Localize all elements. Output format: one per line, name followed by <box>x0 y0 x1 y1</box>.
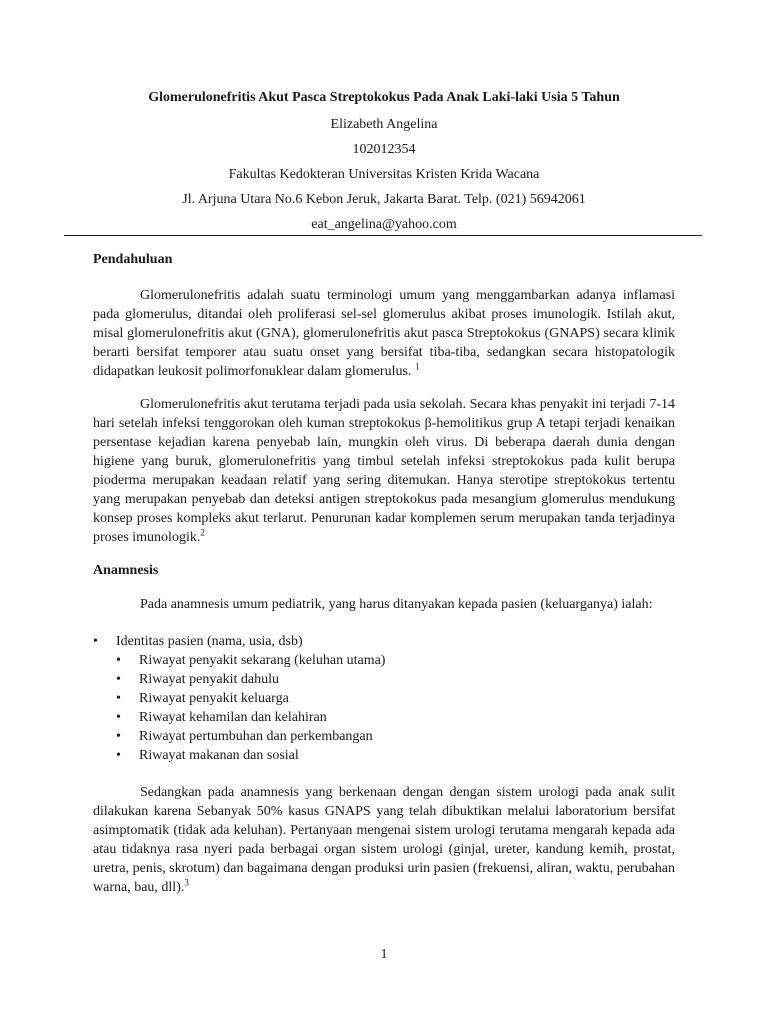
bullet-icon: • <box>116 710 121 725</box>
intro-paragraph-1-text: Glomerulonefritis adalah suatu terminologi umum yang menggambarkan adanya inflamasi pada glomerulus, ditandai oleh proliferasi sel-sel glomerulus akibat proses imunologik. Istilah akut, misal glomerulonefritis akut (GNA), glomerulonefritis akut pasca Streptokokus (GNAPS) secara klinik berarti bersifat temporer atau suatu onset yang bersifat tiba-tiba, sedangkan secara histopatologik didapatkan leukosit polimorfonuklear dalam glomerulus. <box>93 288 675 379</box>
list-item <box>93 670 675 689</box>
anamnesis-list <box>93 632 675 765</box>
student-id: 102012354 <box>352 142 416 157</box>
bullet-icon: • <box>116 691 121 706</box>
list-item-text: Identitas pasien (nama, usia, dsb) <box>116 634 303 649</box>
bullet-icon: • <box>116 672 121 687</box>
bullet-icon: • <box>93 634 98 649</box>
list-item <box>93 651 675 670</box>
list-item <box>93 727 675 746</box>
bullet-icon: • <box>116 729 121 744</box>
list-item-text: Riwayat pertumbuhan dan perkembangan <box>139 729 373 744</box>
author-email: eat_angelina@yahoo.com <box>311 217 457 232</box>
section-heading-intro: Pendahuluan <box>93 252 173 267</box>
list-item <box>93 708 675 727</box>
section-heading-anamnesis: Anamnesis <box>93 563 159 578</box>
bullet-icon: • <box>116 653 121 668</box>
anamnesis-paragraph-2-text: Sedangkan pada anamnesis yang berkenaan dengan dengan sistem urologi pada anak sulit dilakukan karena Sebanyak 50% kasus GNAPS yang telah dibuktikan melalui laboratorium bersifat asimptomatik (tidak ada keluhan). Pertanyaan mengenai sistem urologi terutama mengarah kepada ada atau tidaknya rasa nyeri pada berbagai organ sistem urologi (ginjal, ureter, kandung kemih, prostat, uretra, penis, skrotum) dan bagaimana dengan produksi urin pasien (frekuensi, aliran, waktu, perubahan warna, bau, dll). <box>93 785 675 895</box>
list-item <box>93 689 675 708</box>
citation-ref-1: 1 <box>414 361 420 372</box>
intro-paragraph-2-text: Glomerulonefritis akut terutama terjadi pada usia sekolah. Secara khas penyakit ini terjadi 7-14 hari setelah infeksi tenggorokan oleh kuman streptokokus β-hemolitikus grup A tetapi terjadi kenaikan persentase kejadian karena penyebab lain, mungkin oleh virus. Di beberapa daerah dunia dengan higiene yang buruk, glomerulonefritis yang timbul setelah infeksi streptokokus pada kulit berupa pioderma merupakan keadaan relatif yang sering ditemukan. Hanya sterotipe streptokokus tertentu yang merupakan penyebab dan deteksi antigen streptokokus pada mesangium glomerulus mendukung konsep proses kompleks akut terlarut. Penurunan kadar komplemen serum merupakan tanda terjadinya proses imunologik. <box>93 397 675 545</box>
list-item <box>93 632 675 765</box>
intro-paragraph-1 <box>93 286 675 381</box>
intro-paragraph-2 <box>93 395 675 547</box>
list-item-text: Riwayat penyakit dahulu <box>139 672 279 687</box>
bullet-icon: • <box>116 748 121 763</box>
list-item-text: Riwayat penyakit keluarga <box>139 691 289 706</box>
anamnesis-sublist <box>93 651 675 765</box>
citation-ref-3: 3 <box>184 877 189 888</box>
author-name: Elizabeth Angelina <box>330 117 438 132</box>
anamnesis-paragraph-1: Pada anamnesis umum pediatrik, yang harus ditanyakan kepada pasien (keluarganya) ialah: <box>140 597 653 612</box>
faculty-affiliation: Fakultas Kedokteran Universitas Kristen Krida Wacana <box>228 167 540 182</box>
paper-body <box>93 250 675 897</box>
paper-header <box>0 88 768 237</box>
list-item <box>93 746 675 765</box>
list-item-text: Riwayat makanan dan sosial <box>139 748 299 763</box>
paper-title: Glomerulonefritis Akut Pasca Streptokokus Pada Anak Laki-laki Usia 5 Tahun <box>148 90 620 105</box>
list-item-text: Riwayat penyakit sekarang (keluhan utama) <box>139 653 386 668</box>
anamnesis-paragraph-2 <box>93 783 675 897</box>
affiliation-address: Jl. Arjuna Utara No.6 Kebon Jeruk, Jakarta Barat. Telp. (021) 56942061 <box>182 192 586 207</box>
list-item-text: Riwayat kehamilan dan kelahiran <box>139 710 327 725</box>
citation-ref-2: 2 <box>200 527 205 538</box>
page-number: 1 <box>380 947 388 962</box>
header-divider <box>64 235 702 236</box>
